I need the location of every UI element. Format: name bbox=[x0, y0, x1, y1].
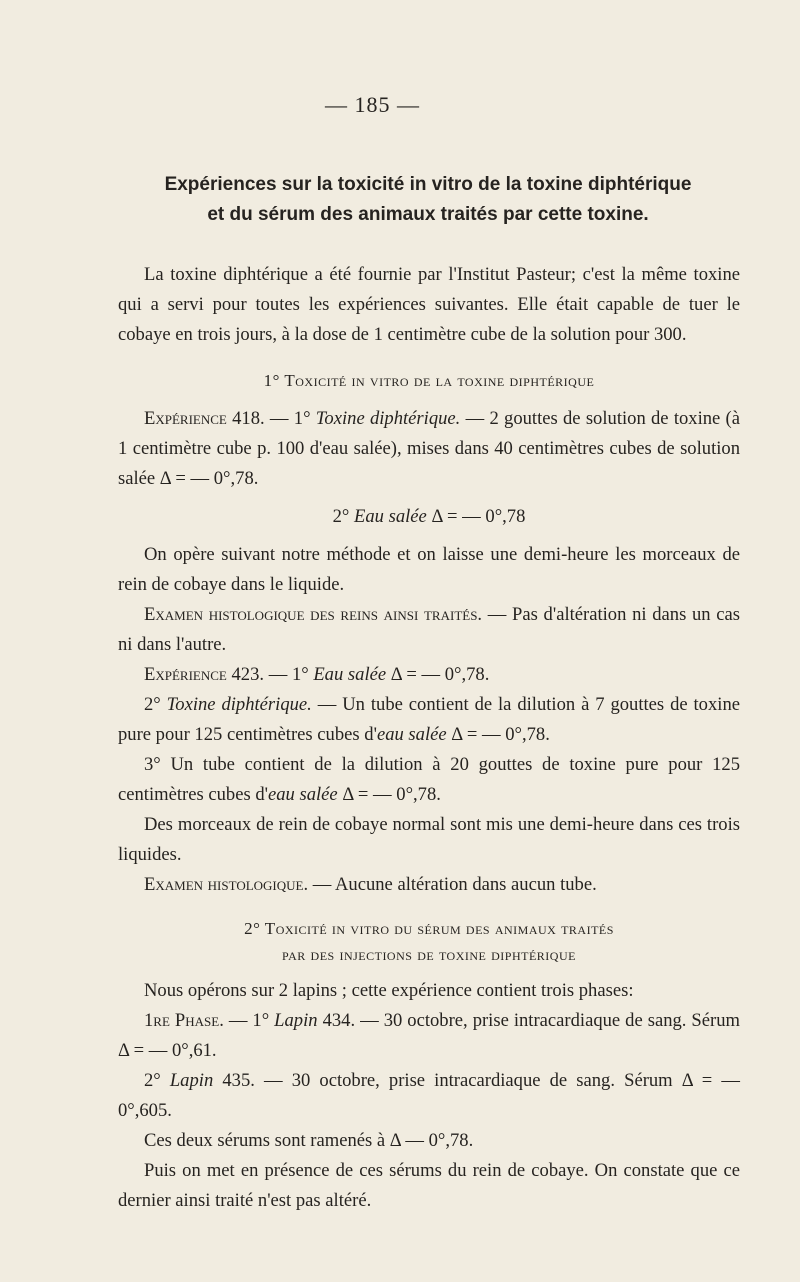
exp423-item2-number: 2° bbox=[144, 694, 167, 715]
exp418-item2-italic: Eau salée bbox=[353, 506, 427, 527]
phase-1-item-2 bbox=[118, 1066, 740, 1126]
morceaux-paragraph: Des morceaux de rein de cobaye normal sont mis une demi-heure dans ces trois liquides. bbox=[118, 814, 740, 865]
phase-1-text-a: — 1° bbox=[223, 1010, 275, 1031]
experience-418-paragraph bbox=[118, 404, 740, 494]
experience-418-item-2 bbox=[118, 502, 740, 532]
exp423-item2-text-b: Δ = — 0°,78. bbox=[446, 724, 550, 745]
exp418-italic: Toxine diphtérique. bbox=[315, 408, 461, 429]
exp423-text-a: — 1° bbox=[264, 664, 314, 685]
experience-423-item-3 bbox=[118, 750, 740, 810]
experience-423-paragraph bbox=[118, 660, 740, 690]
phase-1-label: 1re Phase. bbox=[144, 1010, 224, 1031]
exam-2-label: Examen histologique. bbox=[144, 874, 309, 895]
exam-1-paragraph bbox=[118, 600, 740, 660]
section-2-heading-line-2: par des injections de toxine diphtérique bbox=[282, 945, 576, 964]
page-title bbox=[118, 170, 738, 230]
phase-1-text-b: 434. — 30 octobre, prise intracardiaque de sang. Sérum Δ = — 0°,61. bbox=[118, 1010, 740, 1061]
phase-1-item2-italic: Lapin bbox=[169, 1070, 214, 1091]
title-line-2: et du sérum des animaux traités par cette toxine. bbox=[207, 204, 649, 225]
section-1-heading: 1° Toxicité in vitro de la toxine diphtérique bbox=[263, 371, 595, 390]
exp418-item2-text: Δ = — 0°,78 bbox=[426, 506, 526, 527]
exp418-text-b: — 2 gouttes de solution de toxine (à 1 centimètre cube p. 100 d'eau salée), mises dans 40 centimètres cubes de solution salée Δ = — 0°,78. bbox=[118, 408, 741, 489]
exp418-item2-number: 2° bbox=[332, 506, 354, 527]
exp423-item3-italic: eau salée bbox=[267, 784, 338, 805]
experience-423-label: Expérience 423. bbox=[144, 664, 265, 685]
exp423-item3-text-a: 3° Un tube contient de la dilution à 20 gouttes de toxine pure pour 125 centimètres cubes d' bbox=[118, 754, 740, 805]
section-2-heading bbox=[118, 916, 740, 968]
method-paragraph: On opère suivant notre méthode et on laisse une demi-heure les morceaux de rein de cobaye dans le liquide. bbox=[118, 544, 740, 595]
phase-1-paragraph bbox=[118, 1006, 740, 1066]
exp418-text-a: — 1° bbox=[264, 408, 316, 429]
ramenes-paragraph: Ces deux sérums sont ramenés à Δ — 0°,78. bbox=[144, 1130, 474, 1151]
exam-1-text: — Pas d'altération ni dans un cas ni dans l'autre. bbox=[118, 604, 740, 655]
page-number: — 185 — bbox=[325, 92, 420, 117]
exam-2-paragraph bbox=[118, 870, 740, 900]
conclusion-paragraph: Puis on met en présence de ces sérums du rein de cobaye. On constate que ce dernier ainsi traité n'est pas altéré. bbox=[118, 1160, 740, 1211]
exp423-italic: Eau salée bbox=[313, 664, 387, 685]
section-2-heading-line-1: 2° Toxicité in vitro du sérum des animaux traités bbox=[244, 919, 614, 938]
exam-1-label: Examen histologique des reins ainsi traités. bbox=[144, 604, 483, 625]
intro-paragraph: La toxine diphtérique a été fournie par l'Institut Pasteur; c'est la même toxine qui a servi pour toutes les expériences suivantes. Elle était capable de tuer le cobaye en trois jours, à la dose de 1 centimètre cube de la solution pour 300. bbox=[118, 264, 740, 345]
phases-intro-paragraph: Nous opérons sur 2 lapins ; cette expérience contient trois phases: bbox=[144, 980, 634, 1001]
experience-423-item-2 bbox=[118, 690, 740, 750]
body-text bbox=[118, 260, 740, 1216]
title-line-1: Expériences sur la toxicité in vitro de la toxine diphtérique bbox=[164, 174, 692, 195]
phase-1-italic: Lapin bbox=[274, 1010, 318, 1031]
phase-1-item2-text: 435. — 30 octobre, prise intracardiaque de sang. Sérum Δ = — 0°,605. bbox=[118, 1070, 740, 1121]
exam-2-text: — Aucune altération dans aucun tube. bbox=[308, 874, 597, 895]
exp423-item2-text-a: — Un tube contient de la dilution à 7 gouttes de toxine pure pour 125 centimètres cubes d' bbox=[118, 694, 740, 745]
phase-1-item2-number: 2° bbox=[144, 1070, 170, 1091]
experience-418-label: Expérience 418. bbox=[144, 408, 265, 429]
exp423-item3-text-b: Δ = — 0°,78. bbox=[337, 784, 441, 805]
exp423-text-b: Δ = — 0°,78. bbox=[386, 664, 490, 685]
exp423-item2-italic: Toxine diphtérique. bbox=[166, 694, 312, 715]
exp423-item2-italic-2: eau salée bbox=[376, 724, 447, 745]
